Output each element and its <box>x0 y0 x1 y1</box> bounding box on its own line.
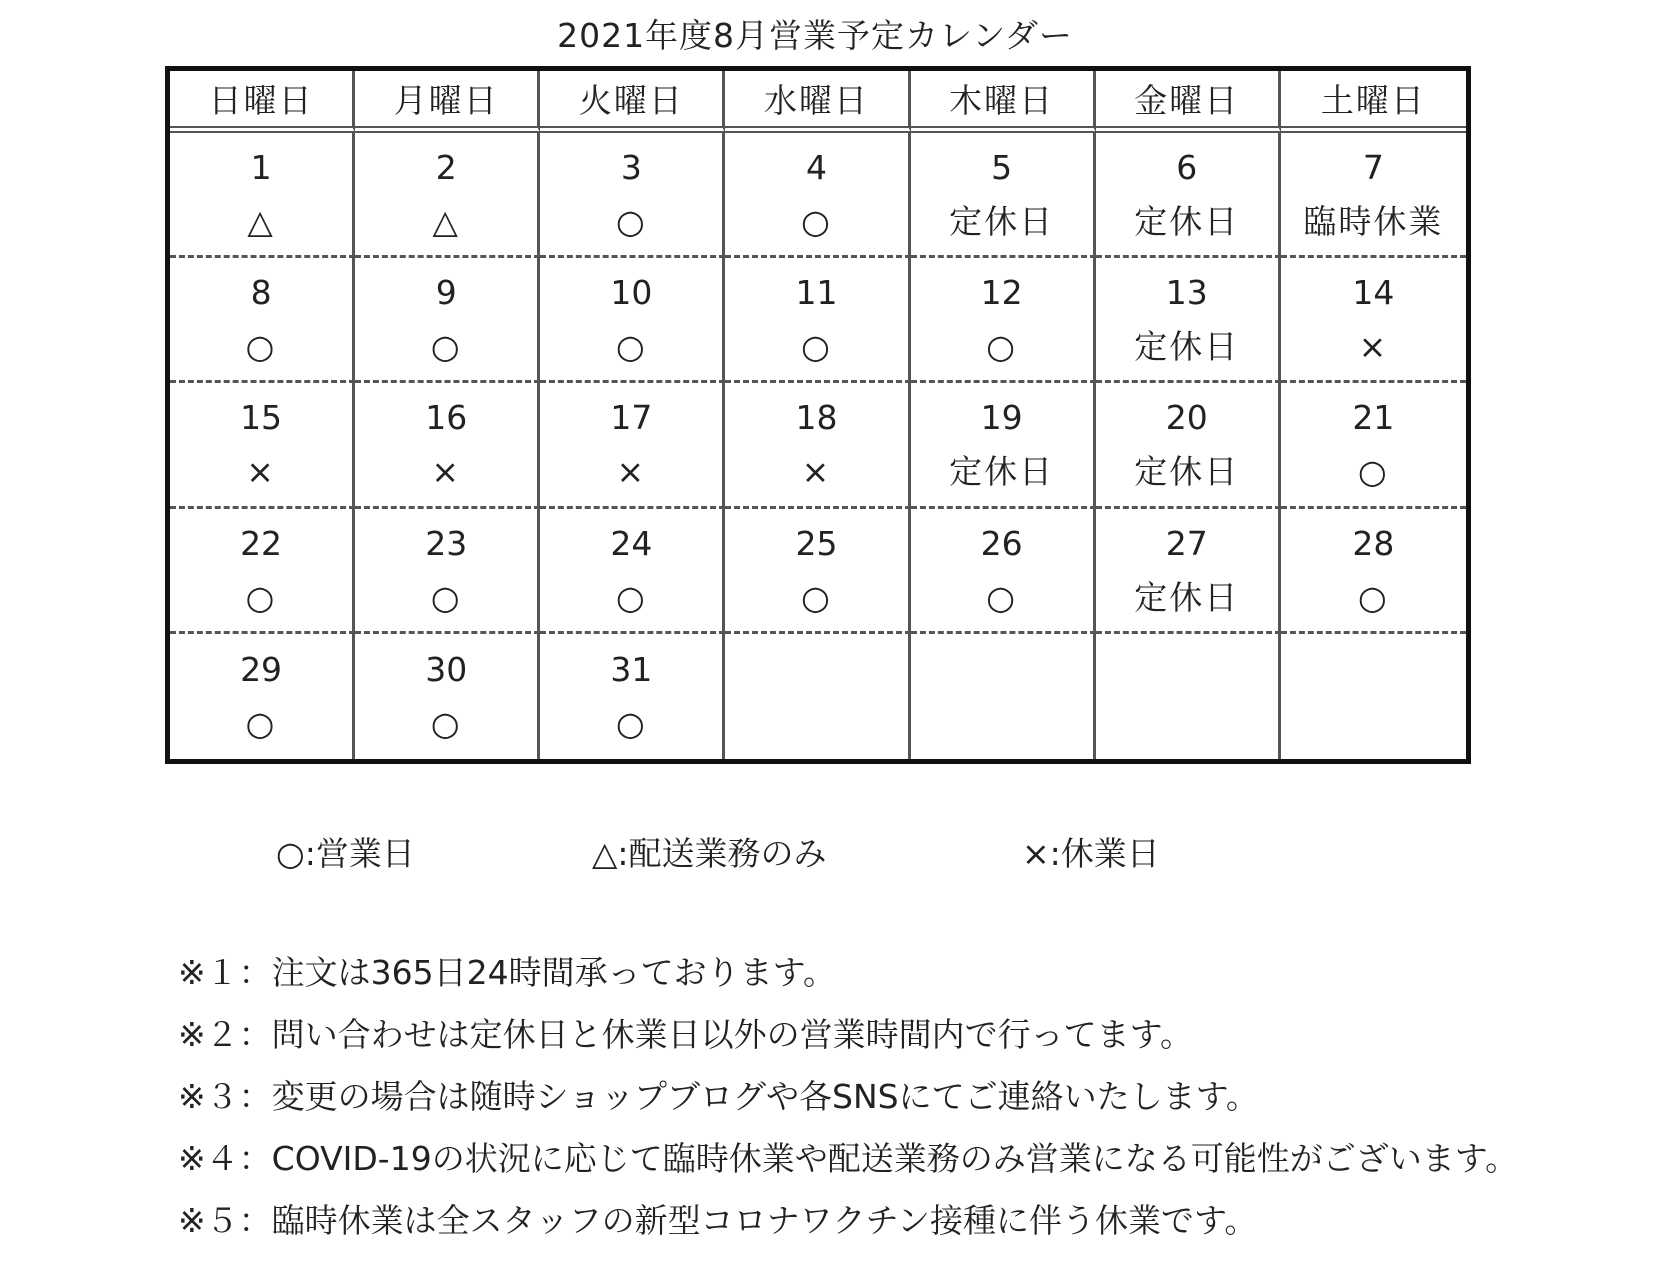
calendar-day-cell <box>911 634 1096 759</box>
day-status: 定休日 <box>1134 327 1240 367</box>
weekday-header: 月曜日 <box>355 71 540 133</box>
day-number: 4 <box>805 148 827 188</box>
day-number: 26 <box>980 523 1023 563</box>
day-number: 9 <box>435 273 457 313</box>
calendar-day-cell <box>355 634 540 759</box>
day-status: 臨時休業 <box>1303 202 1444 242</box>
note-line: ※３：変更の場合は随時ショップブログや各SNSにてご連絡いたします。 <box>178 1077 1259 1116</box>
calendar-day-cell <box>911 133 1096 258</box>
day-number: 16 <box>425 398 468 438</box>
day-number: 15 <box>240 398 283 438</box>
day-number: 17 <box>610 398 653 438</box>
calendar-day-cell <box>1096 383 1281 508</box>
day-number: 11 <box>795 273 838 313</box>
calendar-day-cell <box>725 258 910 383</box>
day-number: 29 <box>240 650 283 690</box>
calendar-day-cell <box>540 133 725 258</box>
day-number: 25 <box>795 523 838 563</box>
day-number: 18 <box>795 398 838 438</box>
day-number: 30 <box>425 650 468 690</box>
calendar-day-cell <box>540 383 725 508</box>
day-status: ○ <box>615 202 647 242</box>
day-status: 定休日 <box>949 452 1055 492</box>
day-number: 21 <box>1352 398 1395 438</box>
calendar-table <box>165 66 1471 764</box>
day-number: 5 <box>991 148 1013 188</box>
legend-item: ×:休業日 <box>1022 834 1160 873</box>
calendar-day-cell <box>170 634 355 759</box>
calendar-day-cell <box>355 509 540 634</box>
day-number: 1 <box>250 148 272 188</box>
weekday-header: 金曜日 <box>1096 71 1281 133</box>
calendar-day-cell <box>911 258 1096 383</box>
day-status: ○ <box>430 704 462 744</box>
day-status: ○ <box>245 704 277 744</box>
day-status: 定休日 <box>1134 452 1240 492</box>
calendar-day-cell <box>1096 509 1281 634</box>
day-status: 定休日 <box>1134 577 1240 617</box>
calendar-day-cell <box>911 383 1096 508</box>
day-status: ○ <box>801 577 832 617</box>
weekday-header: 火曜日 <box>540 71 725 133</box>
page-title: 2021年度8月営業予定カレンダー <box>557 16 1073 55</box>
day-status: ○ <box>245 577 277 617</box>
day-status: ○ <box>801 202 832 242</box>
day-number: 8 <box>250 273 272 313</box>
calendar-day-cell <box>1281 383 1466 508</box>
legend-item: △:配送業務のみ <box>592 834 827 873</box>
day-number: 24 <box>610 523 653 563</box>
note-line: ※４：COVID-19の状況に応じて臨時休業や配送業務のみ営業になる可能性がございます。 <box>178 1139 1519 1178</box>
calendar-day-cell <box>355 133 540 258</box>
calendar-day-cell <box>725 509 910 634</box>
calendar-day-cell <box>1096 133 1281 258</box>
notes-list <box>178 951 1658 1261</box>
calendar-day-cell <box>170 383 355 508</box>
day-status: × <box>1358 327 1389 367</box>
calendar-day-cell <box>170 258 355 383</box>
day-number: 20 <box>1165 398 1208 438</box>
day-status: ○ <box>430 327 462 367</box>
day-status: ○ <box>801 327 832 367</box>
weekday-header: 日曜日 <box>170 71 355 133</box>
day-status: × <box>801 452 832 492</box>
calendar-day-cell <box>540 258 725 383</box>
day-status: × <box>246 452 276 492</box>
day-number: 13 <box>1165 273 1208 313</box>
day-number: 2 <box>435 148 457 188</box>
calendar-day-cell <box>725 133 910 258</box>
day-number: 6 <box>1176 148 1198 188</box>
calendar-day-cell <box>725 383 910 508</box>
calendar-day-cell <box>1281 133 1466 258</box>
calendar-day-cell <box>1096 634 1281 759</box>
note-line: ※１：注文は365日24時間承っております。 <box>178 953 836 992</box>
day-status: ○ <box>615 704 647 744</box>
day-number: 27 <box>1165 523 1208 563</box>
weekday-header: 水曜日 <box>725 71 910 133</box>
day-number: 19 <box>980 398 1023 438</box>
day-status: 定休日 <box>1134 202 1240 242</box>
calendar-day-cell <box>1281 258 1466 383</box>
day-status: 定休日 <box>949 202 1055 242</box>
day-number: 22 <box>240 523 283 563</box>
calendar-day-cell <box>355 383 540 508</box>
calendar-day-cell <box>540 509 725 634</box>
day-number: 10 <box>610 273 653 313</box>
day-status: ○ <box>615 327 647 367</box>
day-number: 14 <box>1352 273 1395 313</box>
weekday-header: 木曜日 <box>911 71 1096 133</box>
calendar-day-cell <box>725 634 910 759</box>
day-number: 31 <box>610 650 653 690</box>
calendar-day-cell <box>1096 258 1281 383</box>
note-line: ※５：臨時休業は全スタッフの新型コロナワクチン接種に伴う休業です。 <box>178 1201 1258 1240</box>
day-status: × <box>431 452 462 492</box>
calendar-day-cell <box>911 509 1096 634</box>
day-number: 12 <box>980 273 1023 313</box>
day-status: ○ <box>615 577 647 617</box>
day-status: △ <box>247 202 275 242</box>
day-number: 28 <box>1352 523 1395 563</box>
day-status: ○ <box>986 327 1018 367</box>
day-status: ○ <box>430 577 462 617</box>
note-line: ※２：問い合わせは定休日と休業日以外の営業時間内で行ってます。 <box>178 1015 1194 1054</box>
day-status: ○ <box>245 327 277 367</box>
day-status: △ <box>432 202 460 242</box>
calendar-day-cell <box>170 509 355 634</box>
day-number: 7 <box>1362 148 1384 188</box>
day-status: ○ <box>986 577 1018 617</box>
legend-item: ○:営業日 <box>276 834 415 873</box>
day-number: 23 <box>425 523 468 563</box>
day-status: × <box>616 452 647 492</box>
day-status: ○ <box>1358 452 1389 492</box>
calendar-day-cell <box>1281 634 1466 759</box>
day-number: 3 <box>620 148 642 188</box>
weekday-header: 土曜日 <box>1281 71 1466 133</box>
day-status: ○ <box>1358 577 1389 617</box>
calendar-day-cell <box>540 634 725 759</box>
calendar-day-cell <box>170 133 355 258</box>
calendar-day-cell <box>1281 509 1466 634</box>
calendar-day-cell <box>355 258 540 383</box>
